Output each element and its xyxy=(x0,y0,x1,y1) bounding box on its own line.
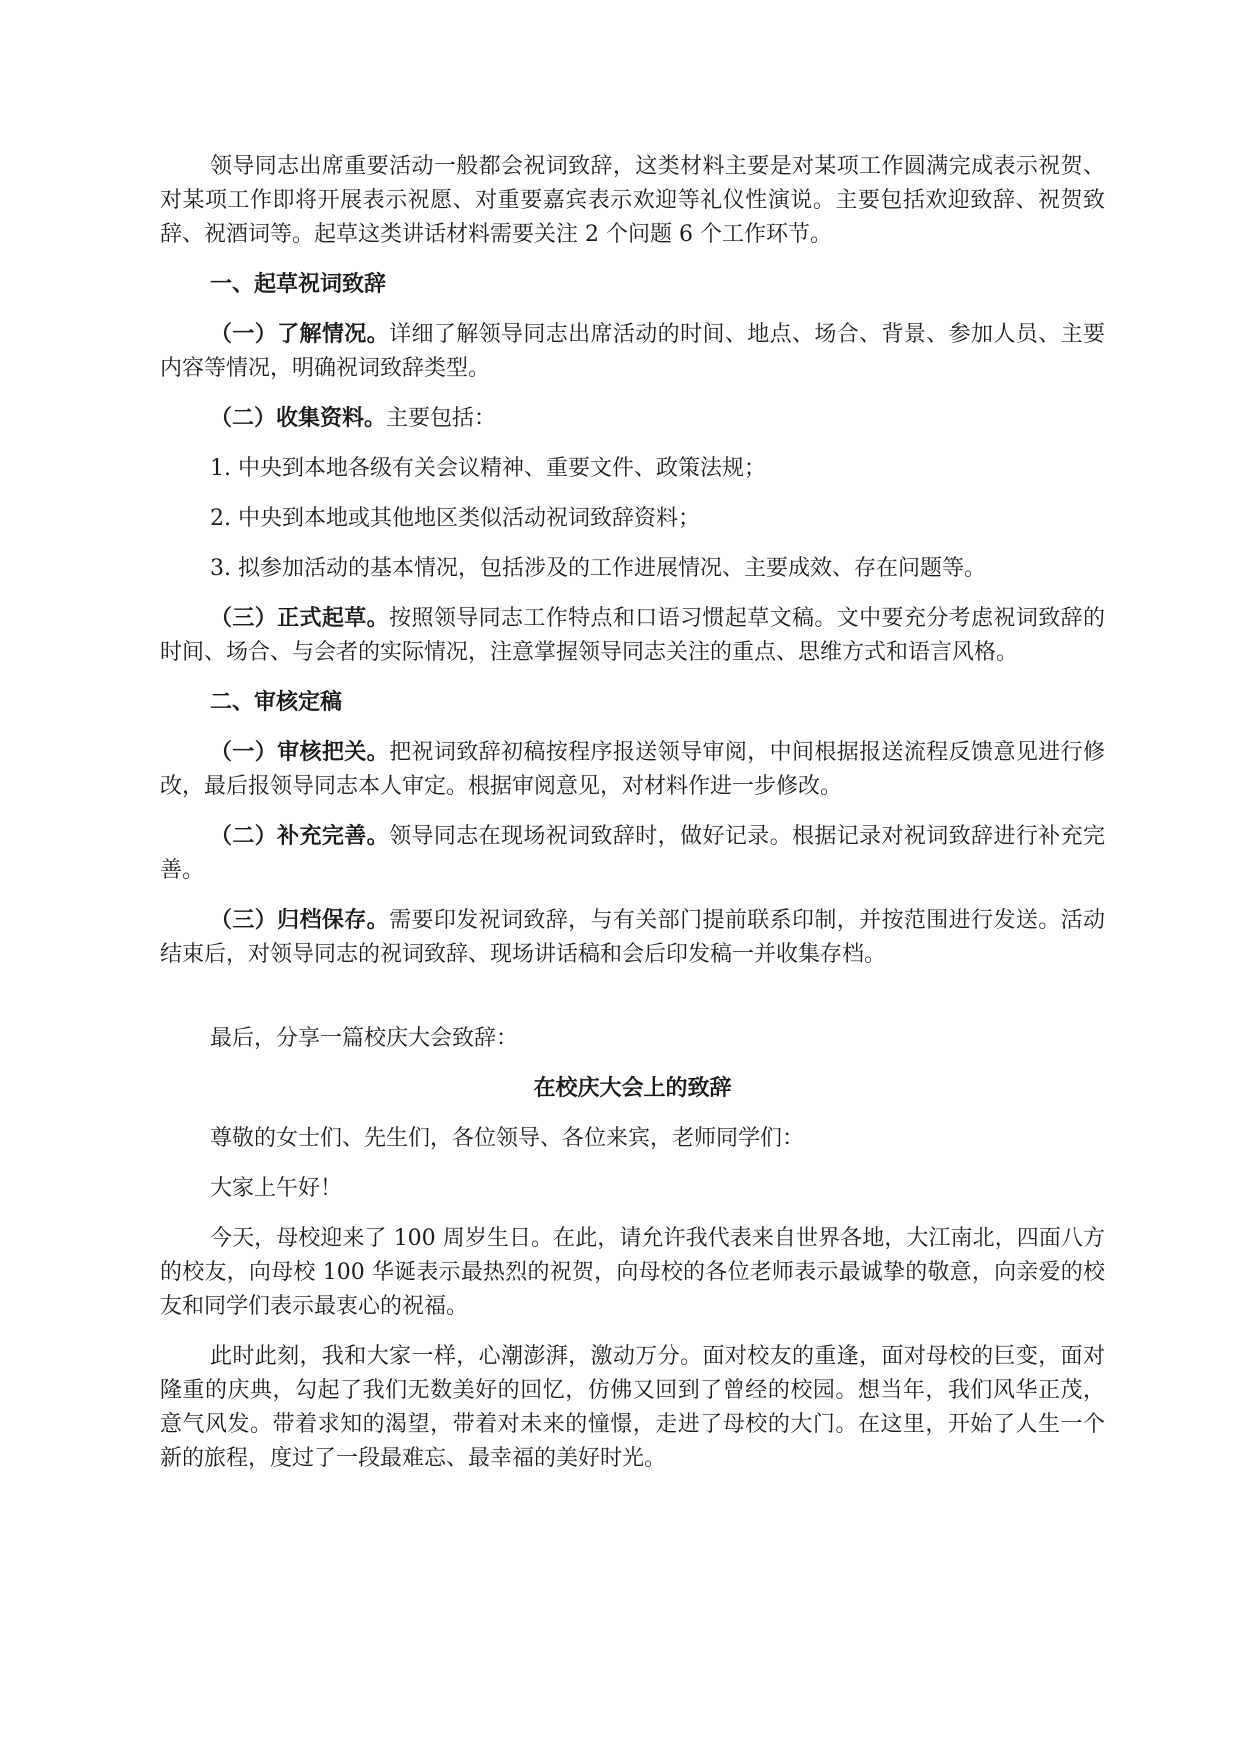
speech-paragraph: 此时此刻，我和大家一样，心潮澎湃，激动万分。面对校友的重逢，面对母校的巨变，面对隆重的庆典，勾起了我们无数美好的回忆，仿佛又回到了曾经的校园。想当年，我们风华正茂，意气风发。带着求知的渴望，带着对未来的憧憬，走进了母校的大门。在这里，开始了人生一个新的旅程，度过了一段最难忘、最幸福的美好时光。 xyxy=(160,1344,1105,1471)
speech-greeting: 大家上午好！ xyxy=(210,1176,343,1201)
subsection-title: （一）审核把关。 xyxy=(210,740,390,765)
subsection-text: 主要包括： xyxy=(386,406,497,431)
list-item: 1. 中央到本地各级有关会议精神、重要文件、政策法规； xyxy=(210,456,766,481)
subsection-text: 把祝词致辞初稿按程序报送领导审阅，中间根据报送流程反馈意见进行修改，最后报领导同志本人审定。根据审阅意见，对材料作进一步修改。 xyxy=(160,740,1105,799)
subsection-archive xyxy=(160,904,1105,972)
subsection-title: （一）了解情况。 xyxy=(210,322,390,347)
subsection-formal-drafting xyxy=(160,602,1105,670)
subsection-title: （三）归档保存。 xyxy=(210,908,390,933)
list-item: 3. 拟参加活动的基本情况，包括涉及的工作进展情况、主要成效、存在问题等。 xyxy=(210,556,986,581)
subsection-collect-materials xyxy=(160,402,1105,436)
document-page xyxy=(160,150,1105,1492)
subsection-text: 需要印发祝词致辞，与有关部门提前联系印制，并按范围进行发送。活动结束后，对领导同志的祝词致辞、现场讲话稿和会后印发稿一并收集存档。 xyxy=(160,908,1105,967)
subsection-text: 领导同志在现场祝词致辞时，做好记录。根据记录对祝词致辞进行补充完善。 xyxy=(160,824,1105,883)
subsection-text: 按照领导同志工作特点和口语习惯起草文稿。文中要充分考虑祝词致辞的时间、场合、与会者的实际情况，注意掌握领导同志关注的重点、思维方式和语言风格。 xyxy=(160,606,1105,665)
intro-paragraph: 领导同志出席重要活动一般都会祝词致辞，这类材料主要是对某项工作圆满完成表示祝贺、对某项工作即将开展表示祝愿、对重要嘉宾表示欢迎等礼仪性演说。主要包括欢迎致辞、祝贺致辞、祝酒词等。起草这类讲话材料需要关注 2 个问题 6 个工作环节。 xyxy=(160,154,1105,247)
speech-paragraph: 今天，母校迎来了 100 周岁生日。在此，请允许我代表来自世界各地，大江南北，四面八方的校友，向母校 100 华诞表示最热烈的祝贺，向母校的各位老师表示最诚挚的敬意，向亲爱的校友和同学们表示最衷心的祝福。 xyxy=(160,1226,1105,1319)
speech-salutation: 尊敬的女士们、先生们，各位领导、各位来宾，老师同学们： xyxy=(210,1126,805,1151)
subsection-review-check xyxy=(160,736,1105,804)
closing-intro: 最后，分享一篇校庆大会致辞： xyxy=(210,1026,519,1051)
subsection-title: （二）补充完善。 xyxy=(210,824,390,849)
list-item: 2. 中央到本地或其他地区类似活动祝词致辞资料； xyxy=(210,506,700,531)
section-heading-drafting: 一、起草祝词致辞 xyxy=(210,272,387,297)
subsection-title: （三）正式起草。 xyxy=(210,606,390,631)
subsection-title: （二）收集资料。 xyxy=(210,406,387,431)
speech-title: 在校庆大会上的致辞 xyxy=(533,1076,732,1101)
subsection-supplement xyxy=(160,820,1105,888)
subsection-text: 详细了解领导同志出席活动的时间、地点、场合、背景、参加人员、主要内容等情况，明确祝词致辞类型。 xyxy=(160,322,1105,381)
spacer xyxy=(160,988,1105,1022)
section-heading-review: 二、审核定稿 xyxy=(210,690,343,715)
subsection-understand-situation xyxy=(160,318,1105,386)
